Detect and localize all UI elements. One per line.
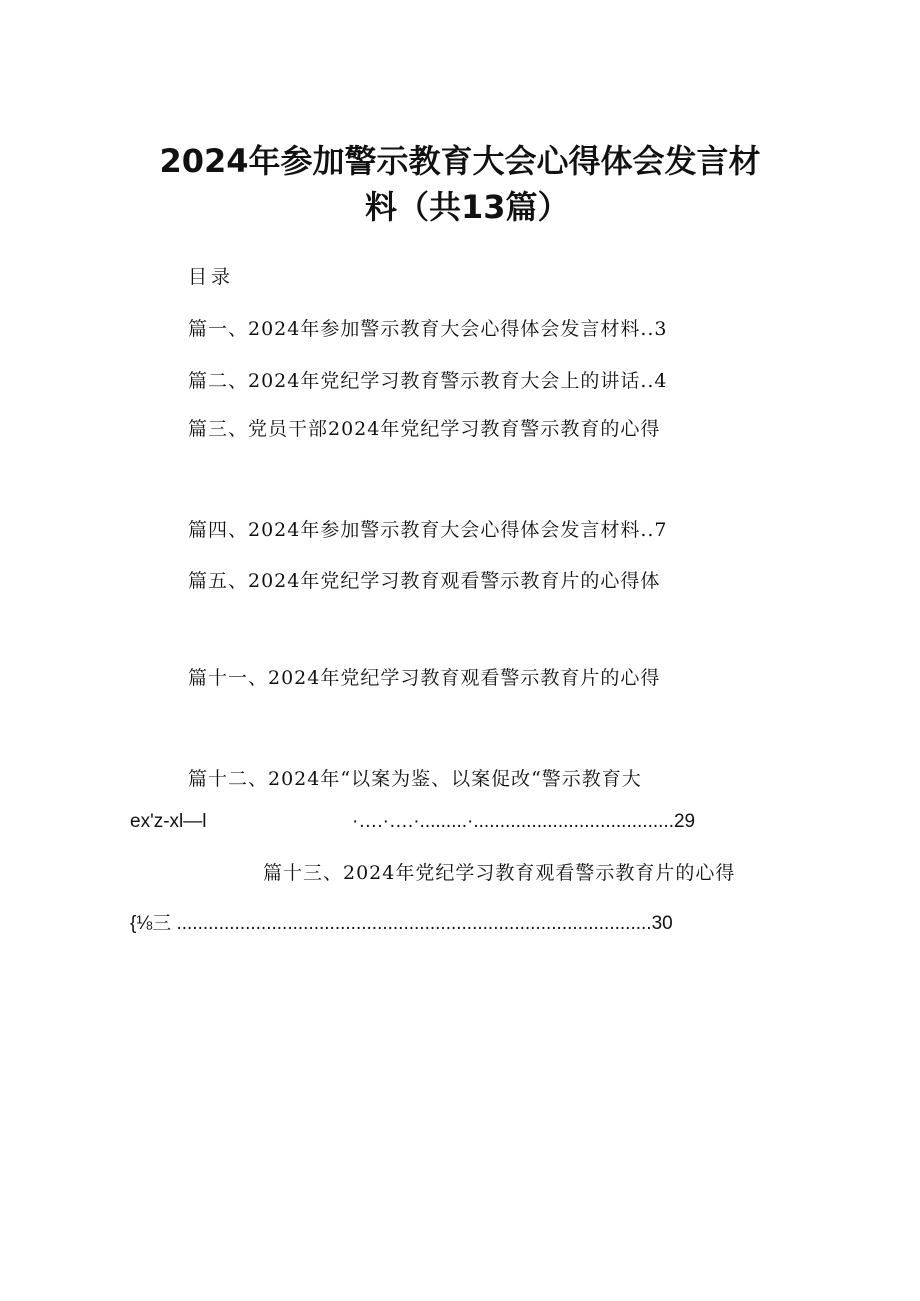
document-title-line-2: 料（共13篇）: [365, 188, 570, 226]
toc-entry-4: 篇四、2024年参加警示教育大会心得体会发言材料..7: [188, 519, 668, 541]
toc-entry-13-leader-page: {⅛三 ..........................................................................................30: [130, 913, 673, 934]
toc-entry-13: 篇十三、2024年党纪学习教育观看警示教育片的心得: [263, 862, 736, 884]
toc-entry-2: 篇二、2024年党纪学习教育警示教育大会上的讲话..4: [188, 370, 668, 392]
toc-entry-3: 篇三、党员干部2024年党纪学习教育警示教育的心得: [188, 418, 661, 440]
toc-entry-5: 篇五、2024年党纪学习教育观看警示教育片的心得体: [188, 570, 661, 592]
toc-entry-11: 篇十一、2024年党纪学习教育观看警示教育片的心得: [188, 667, 661, 689]
toc-heading: 目录: [188, 266, 235, 288]
toc-entry-12: 篇十二、2024年“以案为鉴、以案促改“警示教育大: [188, 768, 642, 790]
toc-entry-1: 篇一、2024年参加警示教育大会心得体会发言材料..3: [188, 318, 668, 340]
toc-entry-12-continuation: ex'z-xl—l: [130, 811, 207, 832]
toc-entry-12-leader-page: ·….·….·.........·......................................29: [352, 811, 696, 832]
document-title-line-1: 2024年参加警示教育大会心得体会发言材: [159, 142, 761, 180]
